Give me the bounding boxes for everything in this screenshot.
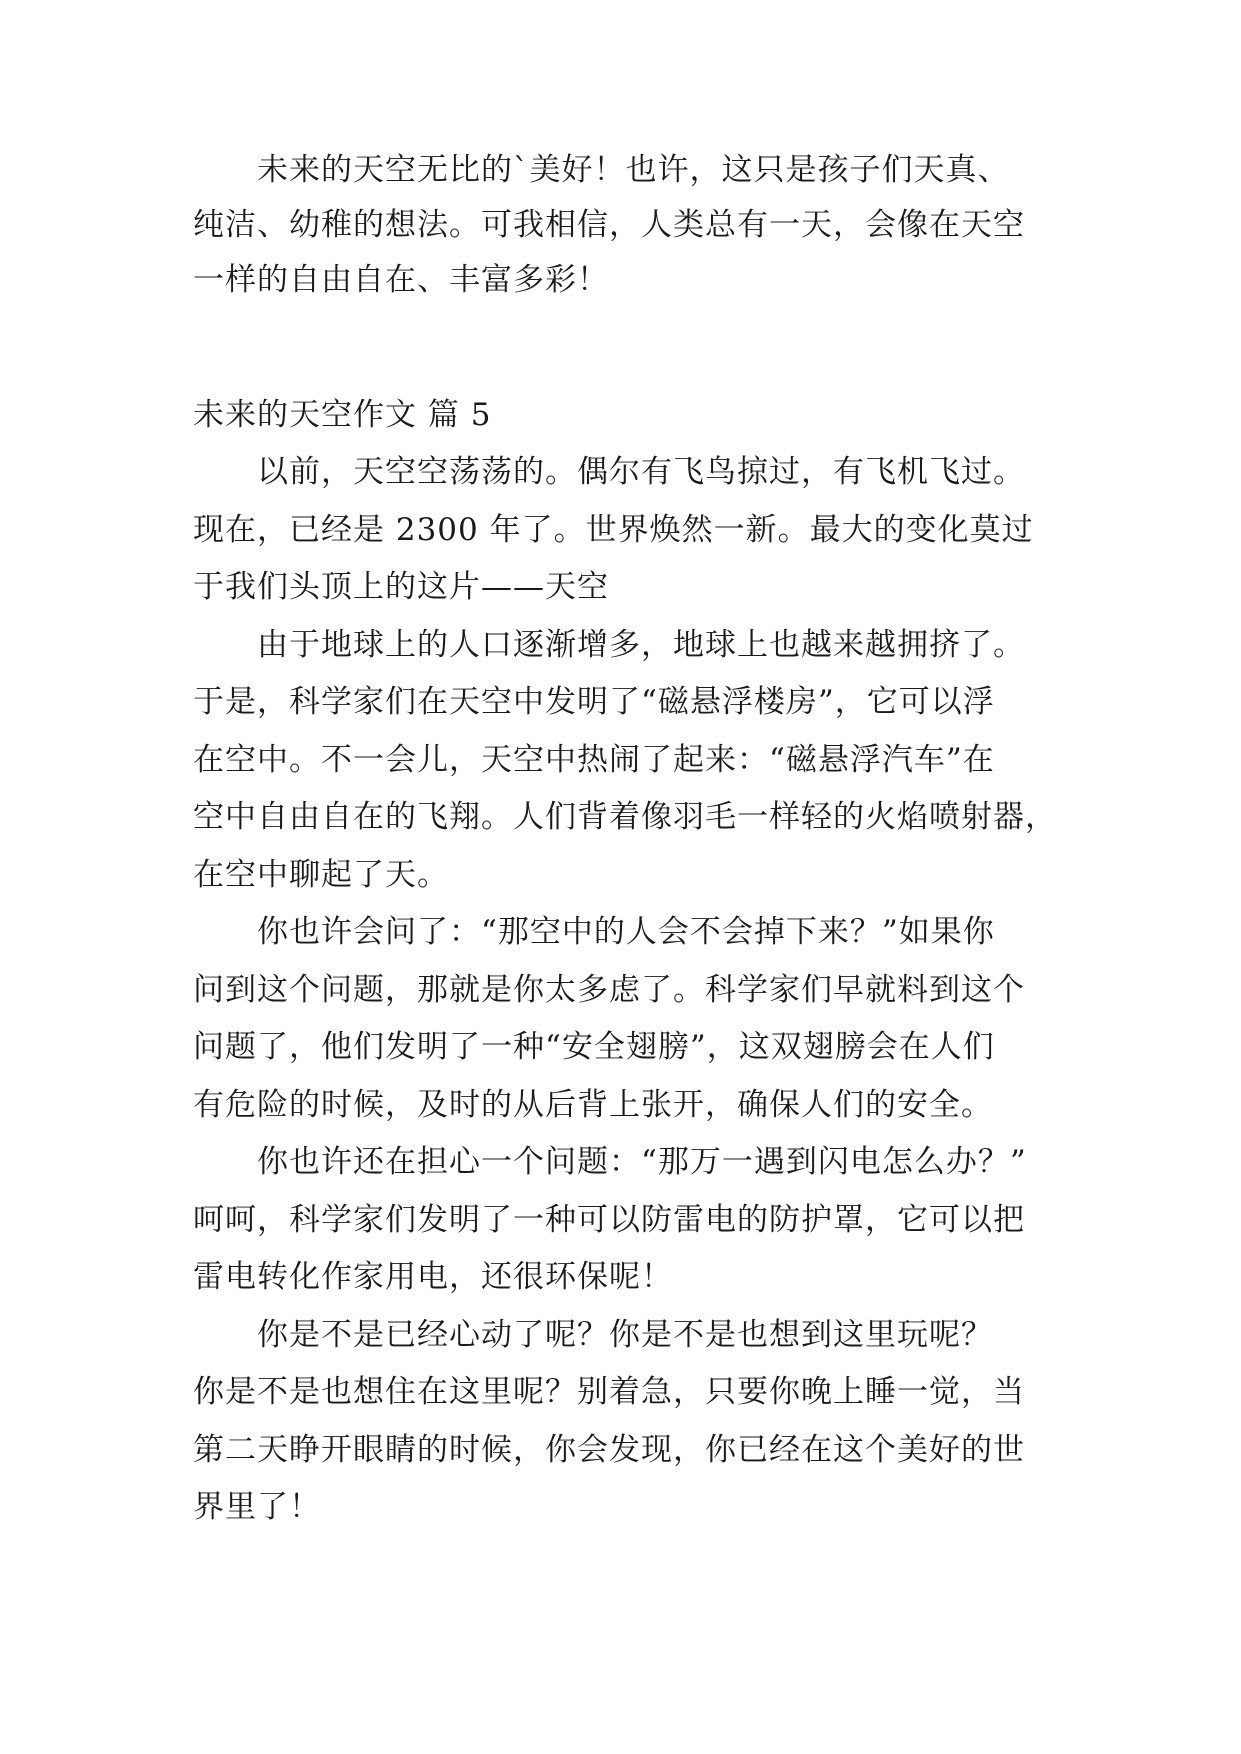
text-line: 问题了，他们发明了一种“安全翅膀”，这双翅膀会在人们	[193, 1029, 995, 1065]
text-line: 你也许还在担心一个问题：“那万一遇到闪电怎么办？”	[193, 1144, 1027, 1180]
text-line: 纯洁、幼稚的想法。可我相信，人类总有一天，会像在天空	[193, 207, 1025, 243]
text-line: 未来的天空无比的`美好！也许，这只是孩子们天真、	[193, 152, 1010, 188]
text-line: 于我们头顶上的这片——天空	[193, 569, 609, 605]
text-line: 空中自由自在的飞翔。人们背着像羽毛一样轻的火焰喷射器，	[193, 799, 1057, 835]
text-line: 以前，天空空荡荡的。偶尔有飞鸟掠过，有飞机飞过。	[193, 454, 1025, 490]
text-line: 在空中。不一会儿，天空中热闹了起来：“磁悬浮汽车”在	[193, 742, 995, 778]
text-line: 你是不是已经心动了呢？你是不是也想到这里玩呢？	[193, 1317, 993, 1353]
text-line: 有危险的时候，及时的从后背上张开，确保人们的安全。	[193, 1087, 993, 1123]
text-line: 现在，已经是 2300 年了。世界焕然一新。最大的变化莫过	[193, 512, 1034, 548]
text-line: 你也许会问了：“那空中的人会不会掉下来？”如果你	[193, 914, 995, 950]
text-line: 你是不是也想住在这里呢？别着急，只要你晚上睡一觉，当	[193, 1374, 1025, 1410]
text-line: 界里了！	[193, 1489, 321, 1525]
text-line: 雷电转化作家用电，还很环保呢！	[193, 1259, 673, 1295]
text-line: 问到这个问题，那就是你太多虑了。科学家们早就料到这个	[193, 972, 1025, 1008]
text-line: 一样的自由自在、丰富多彩！	[193, 262, 609, 298]
text-line: 呵呵，科学家们发明了一种可以防雷电的防护罩，它可以把	[193, 1202, 1025, 1238]
text-line: 在空中聊起了天。	[193, 857, 449, 893]
text-line: 第二天睁开眼睛的时候，你会发现，你已经在这个美好的世	[193, 1432, 1025, 1468]
section-heading: 未来的天空作文 篇 5	[193, 397, 492, 433]
text-line: 由于地球上的人口逐渐增多，地球上也越来越拥挤了。	[193, 627, 1025, 663]
text-line: 于是，科学家们在天空中发明了“磁悬浮楼房”，它可以浮	[193, 684, 995, 720]
